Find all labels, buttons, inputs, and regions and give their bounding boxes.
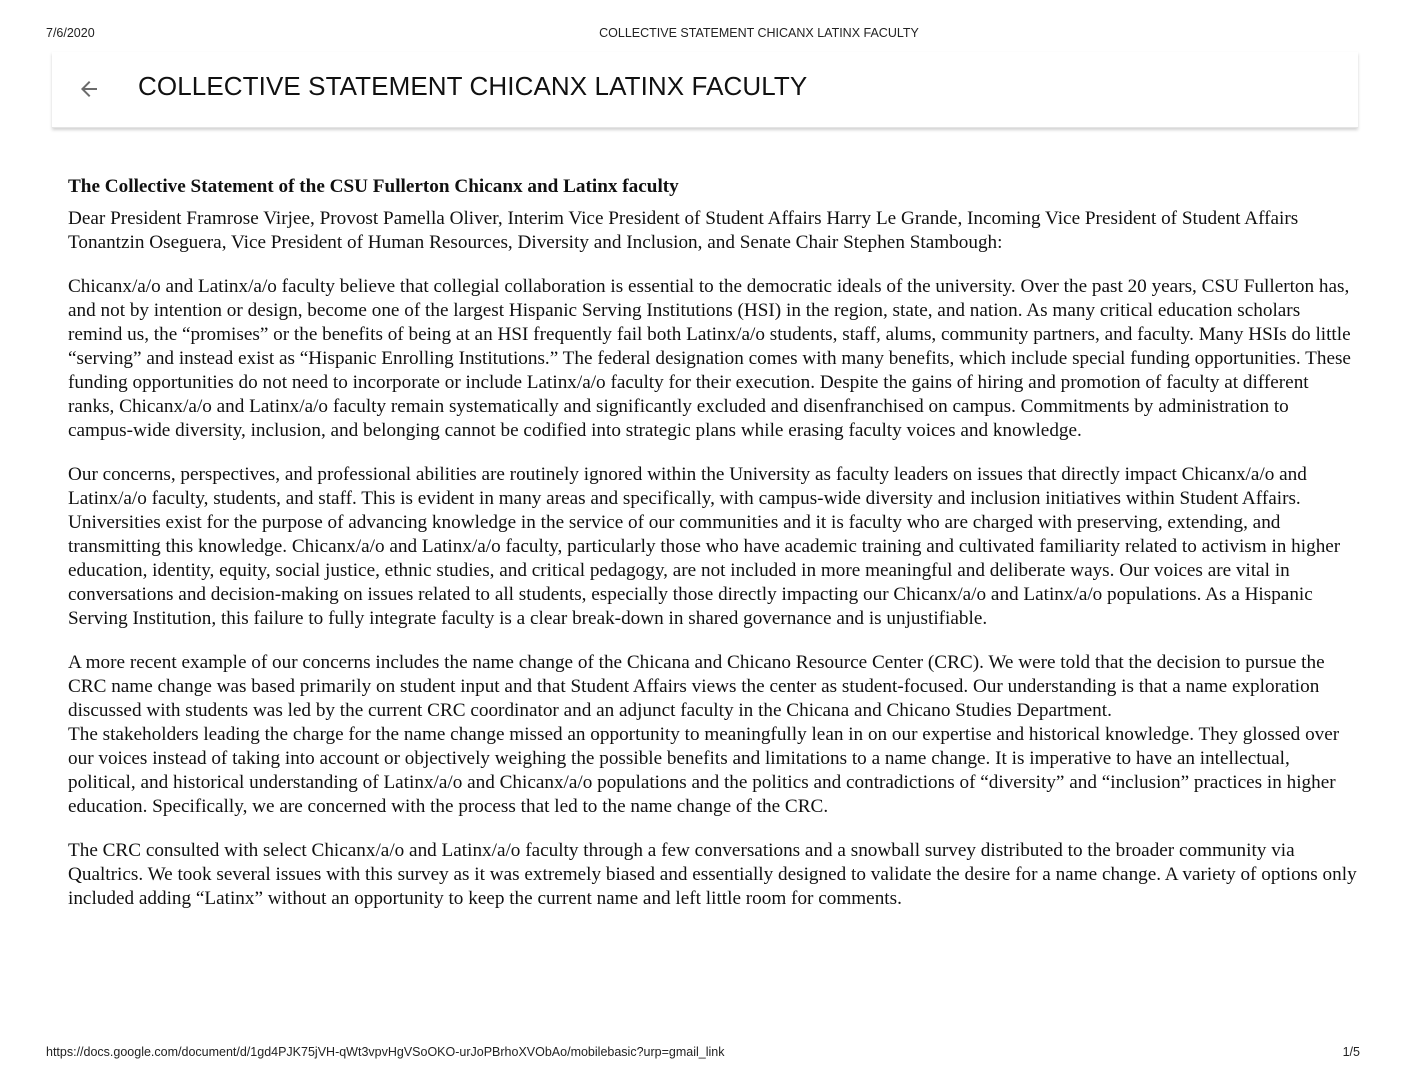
print-footer <box>0 1045 1408 1063</box>
body-paragraph: Our concerns, perspectives, and professional abilities are routinely ignored within the University as faculty leaders on issues that directly impact Chicanx/a/o and Latinx/a/o faculty, students, and staff. This is evident in many areas and specifically, with campus-wide diversity and inclusion initiatives within Student Affairs. Universities exist for the purpose of advancing knowledge in the service of our communities and it is faculty who are charged with preserving, extending, and transmitting this knowledge. Chicanx/a/o and Latinx/a/o faculty, particularly those who have academic training and cultivated familiarity related to activism in higher education, identity, equity, social justice, ethnic studies, and critical pedagogy, are not included in more meaningful and deliberate ways. Our voices are vital in conversations and decision-making on issues related to all students, especially those directly impacting our Chicanx/a/o and Latinx/a/o populations. As a Hispanic Serving Institution, this failure to fully integrate faculty is a clear break-down in shared governance and is unjustifiable. <box>68 464 1341 629</box>
print-url: https://docs.google.com/document/d/1gd4PJK75jVH-qWt3vpvHgVSoOKO-urJoPBrhoXVObAo/mobilebasic?urp=gmail_link <box>46 1045 725 1059</box>
print-title: COLLECTIVE STATEMENT CHICANX LATINX FACULTY <box>599 26 919 40</box>
document-heading: The Collective Statement of the CSU Fullerton Chicanx and Latinx faculty <box>68 176 679 197</box>
body-paragraph: A more recent example of our concerns includes the name change of the Chicana and Chicano Resource Center (CRC). We were told that the decision to pursue the CRC name change was based primarily on student input and that Student Affairs views the center as student-focused. Our understanding is that a name exploration discussed with students was led by the current CRC coordinator and an adjunct faculty in the Chicana and Chicano Studies Department. <box>68 652 1325 721</box>
salutation-paragraph: Dear President Framrose Virjee, Provost Pamella Oliver, Interim Vice President of Student Affairs Harry Le Grande, Incoming Vice President of Student Affairs Tonantzin Oseguera, Vice President of Human Resources, Diversity and Inclusion, and Senate Chair Stephen Stambough: <box>68 208 1299 253</box>
document-body <box>68 172 1358 931</box>
back-button[interactable] <box>74 76 104 106</box>
page-number: 1/5 <box>1342 1045 1360 1059</box>
print-header <box>0 26 1408 44</box>
body-paragraph: Chicanx/a/o and Latinx/a/o faculty believe that collegial collaboration is essential to the democratic ideals of the university. Over the past 20 years, CSU Fullerton has, and not by intention or design, become one of the largest Hispanic Serving Institutions (HSI) in the region, state, and nation. As many critical education scholars remind us, the “promises” or the benefits of being at an HSI frequently fail both Latinx/a/o students, staff, alums, community partners, and faculty. Many HSIs do little “serving” and instead exist as “Hispanic Enrolling Institutions.” The federal designation comes with many benefits, which include special funding opportunities. These funding opportunities do not need to incorporate or include Latinx/a/o faculty for their execution. Despite the gains of hiring and promotion of faculty at different ranks, Chicanx/a/o and Latinx/a/o faculty remain systematically and significantly excluded and disenfranchised on campus. Commitments by administration to campus-wide diversity, inclusion, and belonging cannot be codified into strategic plans while erasing faculty voices and knowledge. <box>68 276 1351 441</box>
document-title: COLLECTIVE STATEMENT CHICANX LATINX FACULTY <box>138 71 808 101</box>
body-paragraph: The CRC consulted with select Chicanx/a/o and Latinx/a/o faculty through a few conversations and a snowball survey distributed to the broader community via Qualtrics. We took several issues with this survey as it was extremely biased and essentially designed to validate the desire for a name change. A variety of options only included adding “Latinx” without an opportunity to keep the current name and left little room for comments. <box>68 840 1357 909</box>
document-title-bar <box>52 52 1358 128</box>
print-date: 7/6/2020 <box>46 26 95 40</box>
body-paragraph: The stakeholders leading the charge for the name change missed an opportunity to meaningfully lean in on our expertise and historical knowledge. They glossed over our voices instead of taking into account or objectively weighing the possible benefits and limitations to a name change. It is imperative to have an intellectual, political, and historical understanding of Latinx/a/o and Chicanx/a/o populations and the politics and contradictions of “diversity” and “inclusion” practices in higher education. Specifically, we are concerned with the process that led to the name change of the CRC. <box>68 724 1340 817</box>
arrow-left-icon <box>77 77 101 106</box>
